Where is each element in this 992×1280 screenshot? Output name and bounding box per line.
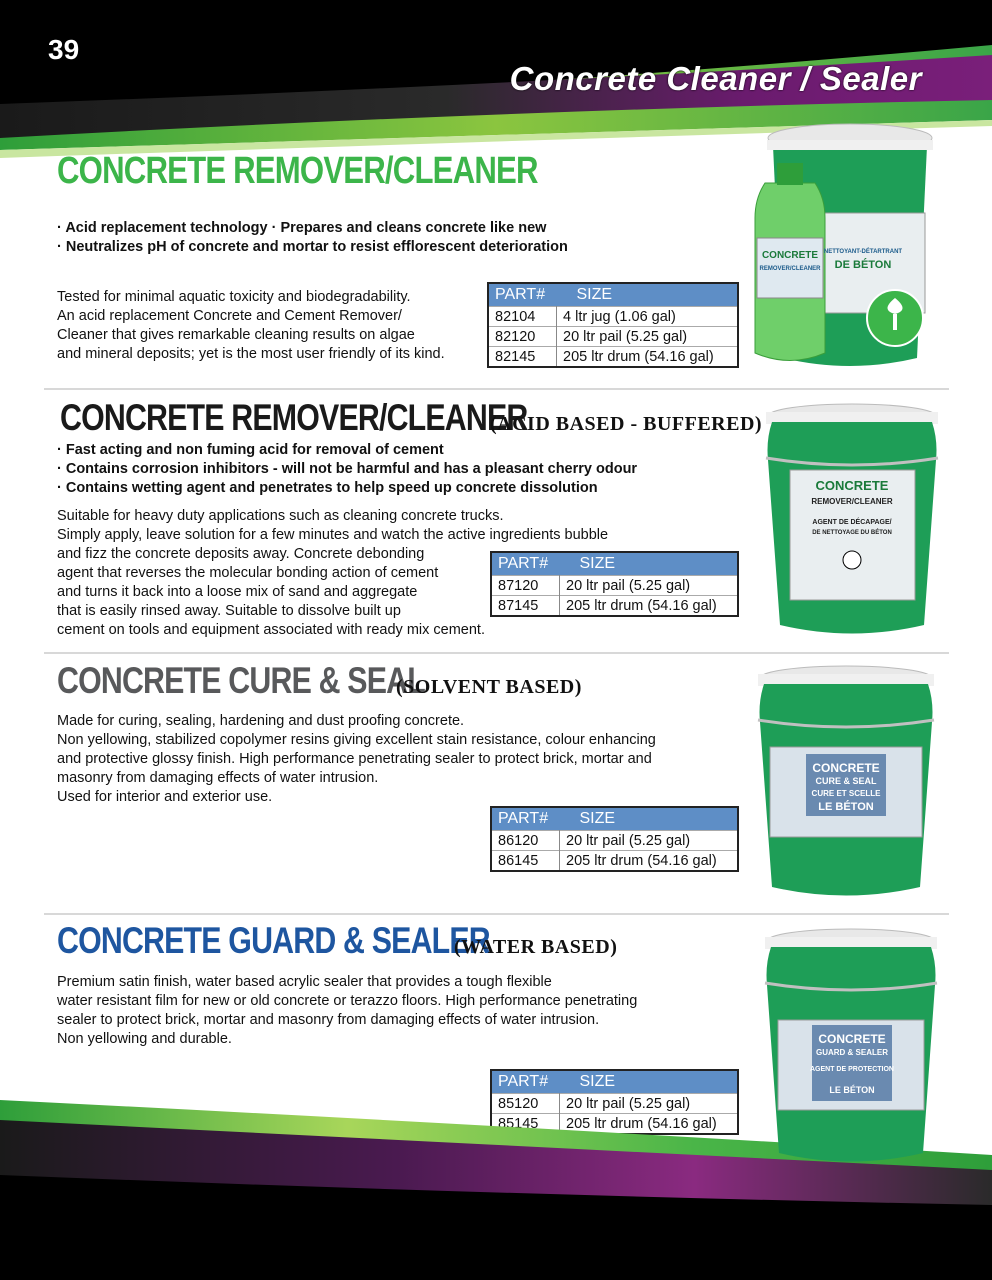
bullet: · Acid replacement technology · Prepares and cleans concrete like new xyxy=(57,220,547,236)
part-number: 87145 xyxy=(491,596,560,617)
body-line: Tested for minimal aquatic toxicity and biodegradability. xyxy=(57,289,411,305)
body-line: Premium satin finish, water based acrylic sealer that provides a tough flexible xyxy=(57,974,552,990)
label-line-3: NETTOYANT-DÉTARTRANT xyxy=(823,249,903,255)
part-number: 86120 xyxy=(491,831,560,851)
section-4-heading xyxy=(57,920,618,962)
part-number: 85145 xyxy=(491,1114,560,1135)
page-number: 39 xyxy=(48,34,80,65)
body-line: cement on tools and equipment associated with ready mix cement. xyxy=(57,622,485,638)
body-line: and mineral deposits; yet is the most user friendly of its kind. xyxy=(57,346,445,362)
body-line: agent that reverses the molecular bonding action of cement xyxy=(57,565,439,581)
col-header-size: SIZE xyxy=(557,283,739,307)
size: 4 ltr jug (1.06 gal) xyxy=(557,307,739,327)
section-3-heading xyxy=(57,660,582,702)
section-4-body xyxy=(57,973,747,1049)
label-line-4: DE NETTOYAGE DU BÉTON xyxy=(812,530,892,536)
col-header-size: SIZE xyxy=(560,552,739,576)
part-number: 85120 xyxy=(491,1094,560,1114)
header-title: Concrete Cleaner / Sealer xyxy=(509,60,922,97)
section-3-title: CONCRETE CURE & SEAL xyxy=(57,660,425,701)
part-number: 82120 xyxy=(488,327,557,347)
bullet: · Neutralizes pH of concrete and mortar to resist efflorescent deterioration xyxy=(57,239,568,255)
body-line: Used for interior and exterior use. xyxy=(57,789,273,805)
body-line: An acid replacement Concrete and Cement Remover/ xyxy=(57,308,402,324)
section-4-subtitle: (WATER BASED) xyxy=(454,936,618,958)
body-line: masonry from damaging effects of water intrusion. xyxy=(57,770,379,786)
product-image-pail-and-jug xyxy=(745,118,945,378)
table-row xyxy=(491,596,738,617)
size: 205 ltr drum (54.16 gal) xyxy=(560,596,739,617)
body-line: Suitable for heavy duty applications such as cleaning concrete trucks. xyxy=(57,508,504,524)
label-line-2: REMOVER/CLEANER xyxy=(811,497,893,506)
table-row xyxy=(488,347,738,368)
part-table-3 xyxy=(490,806,739,872)
label-line-2: CURE & SEAL xyxy=(815,776,877,786)
size: 20 ltr pail (5.25 gal) xyxy=(560,831,739,851)
divider xyxy=(44,913,949,915)
table-row xyxy=(491,831,738,851)
body-line: Non yellowing and durable. xyxy=(57,1031,232,1047)
col-header-part: PART# xyxy=(488,283,557,307)
bullet: · Fast acting and non fuming acid for removal of cement xyxy=(57,442,444,458)
label-line-4: DE BÉTON xyxy=(834,259,892,271)
part-table-1 xyxy=(487,282,739,368)
col-header-size: SIZE xyxy=(560,1070,739,1094)
label-line-1: CONCRETE xyxy=(818,1032,886,1046)
section-2-title: CONCRETE REMOVER/CLEANER xyxy=(60,397,528,438)
size: 20 ltr pail (5.25 gal) xyxy=(557,327,739,347)
label-line-3: AGENT DE DÉCAPAGE/ xyxy=(812,519,892,526)
body-line: that is easily rinsed away. Suitable to dissolve built up xyxy=(57,603,401,619)
label-line-3: AGENT DE PROTECTION xyxy=(809,1066,895,1073)
size: 205 ltr drum (54.16 gal) xyxy=(560,1114,739,1135)
section-3-subtitle: (SOLVENT BASED) xyxy=(396,676,582,698)
col-header-part: PART# xyxy=(491,1070,560,1094)
part-number: 87120 xyxy=(491,576,560,596)
size: 205 ltr drum (54.16 gal) xyxy=(560,851,739,872)
product-image-pail xyxy=(752,662,940,902)
col-header-part: PART# xyxy=(491,807,560,831)
part-number: 82145 xyxy=(488,347,557,368)
part-table-2 xyxy=(490,551,739,617)
label-line-2: GUARD & SEALER xyxy=(815,1048,889,1057)
part-number: 82104 xyxy=(488,307,557,327)
body-line: Non yellowing, stabilized copolymer resins giving excellent stain resistance, colour enhancing xyxy=(57,732,656,748)
divider xyxy=(44,388,949,390)
bullet: · Contains corrosion inhibitors - will not be harmful and has a pleasant cherry odour xyxy=(57,461,638,477)
section-1-body xyxy=(57,288,487,364)
label-line-1: CONCRETE xyxy=(815,478,889,493)
body-line: Cleaner that gives remarkable cleaning results on algae xyxy=(57,327,415,343)
section-4-title: CONCRETE GUARD & SEALER xyxy=(57,920,490,961)
table-row xyxy=(488,327,738,347)
body-line: sealer to protect brick, mortar and masonry from damaging effects of water intrusion. xyxy=(57,1012,600,1028)
body-line: and protective glossy finish. High performance penetrating sealer to protect brick, mortar and xyxy=(57,751,652,767)
section-1-title: CONCRETE REMOVER/CLEANER xyxy=(57,150,538,192)
section-2-bullets xyxy=(57,441,757,498)
label-line-1: CONCRETE xyxy=(812,761,880,775)
label-line-3: CURE ET SCELLE xyxy=(811,789,881,798)
col-header-part: PART# xyxy=(491,552,560,576)
product-image-pail xyxy=(760,925,942,1170)
label-line-4: LE BÉTON xyxy=(818,801,874,813)
section-2-subtitle: (ACID BASED - BUFFERED) xyxy=(490,413,763,435)
label-line-1: CONCRETE xyxy=(761,250,819,261)
body-line: and turns it back into a loose mix of sand and aggregate xyxy=(57,584,418,600)
size: 205 ltr drum (54.16 gal) xyxy=(557,347,739,368)
size: 20 ltr pail (5.25 gal) xyxy=(560,1094,739,1114)
part-number: 86145 xyxy=(491,851,560,872)
label-line-4: LE BÉTON xyxy=(829,1085,875,1095)
divider xyxy=(44,652,949,654)
table-row xyxy=(488,307,738,327)
table-row xyxy=(491,851,738,872)
body-line: and fizz the concrete deposits away. Concrete debonding xyxy=(57,546,425,562)
section-1-bullets xyxy=(57,219,737,257)
body-line: Made for curing, sealing, hardening and dust proofing concrete. xyxy=(57,713,465,729)
bullet: · Contains wetting agent and penetrates to help speed up concrete dissolution xyxy=(57,480,598,496)
body-line: water resistant film for new or old concrete or terazzo floors. High performance penetrating xyxy=(57,993,638,1009)
section-3-body xyxy=(57,712,747,807)
label-line-2: REMOVER/CLEANER xyxy=(759,266,821,272)
body-line: Simply apply, leave solution for a few minutes and watch the active ingredients bubble xyxy=(57,527,609,543)
size: 20 ltr pail (5.25 gal) xyxy=(560,576,739,596)
table-row xyxy=(491,576,738,596)
section-2-heading xyxy=(60,397,857,439)
product-image-pail xyxy=(760,400,945,640)
col-header-size: SIZE xyxy=(560,807,739,831)
